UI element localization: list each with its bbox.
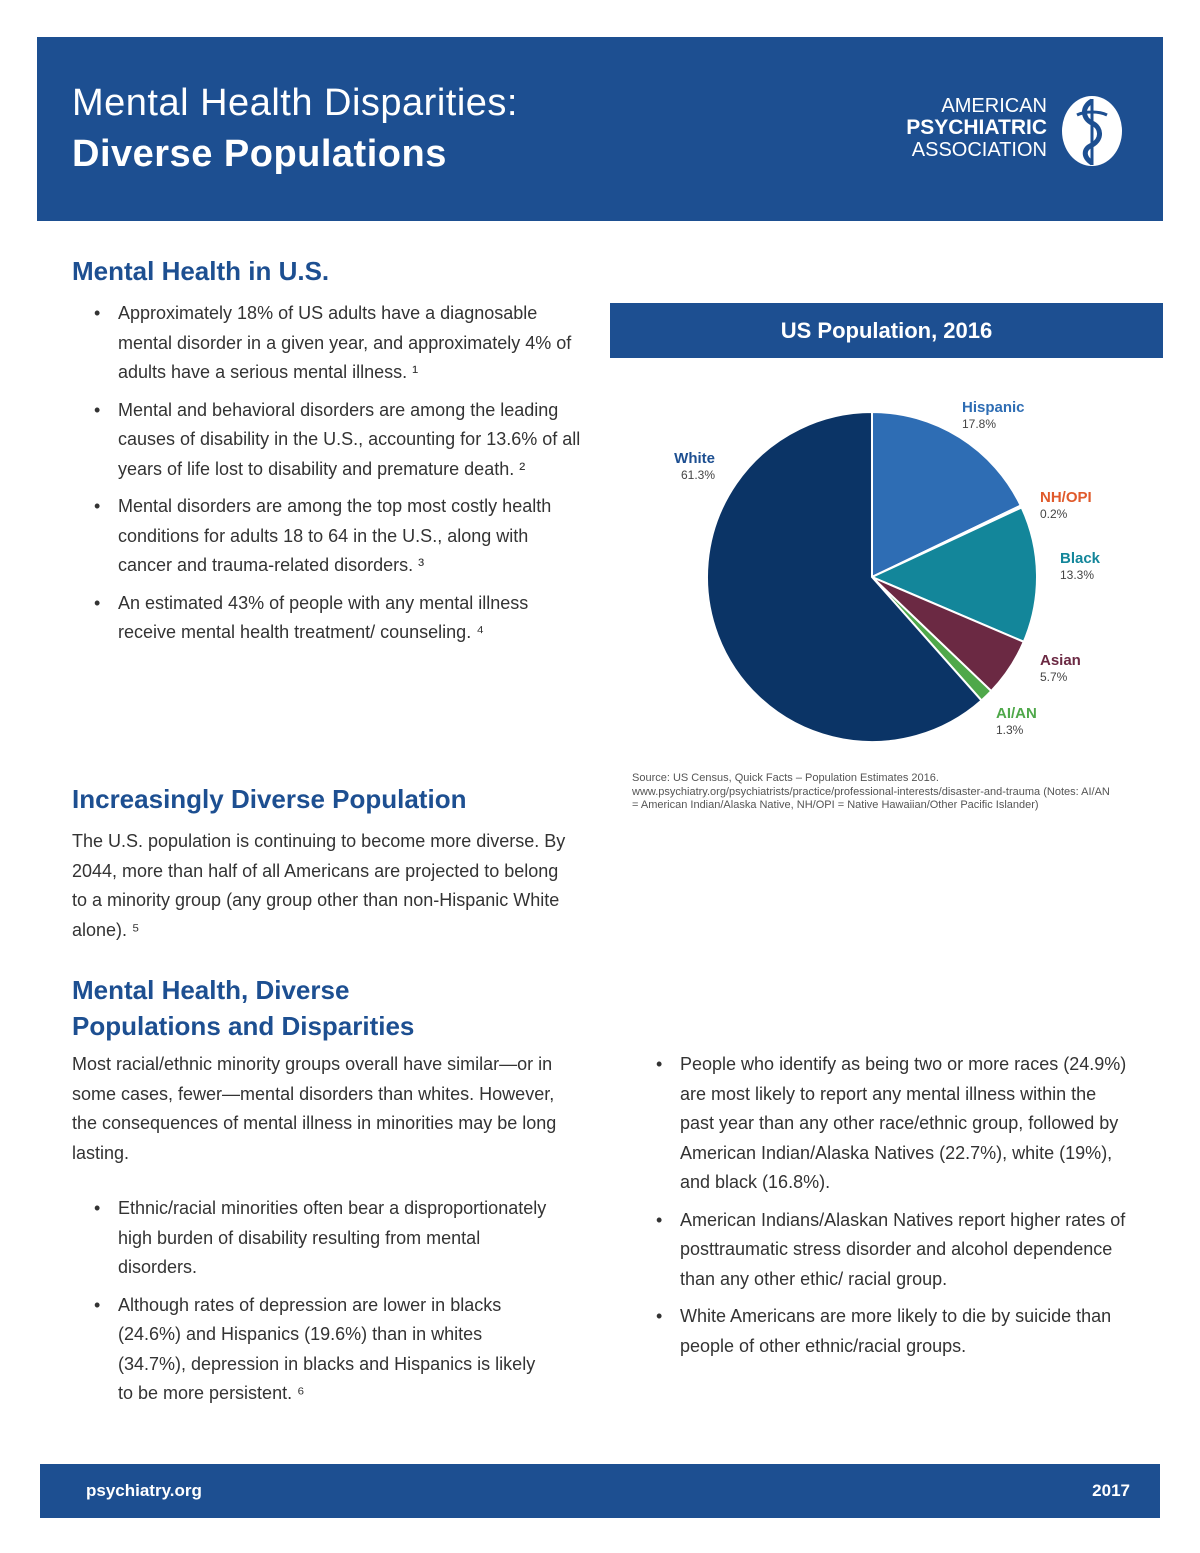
- apa-logo-line1: AMERICAN: [941, 95, 1047, 117]
- section3-left-bullet-list: [72, 1194, 552, 1417]
- footer-year: 2017: [1092, 1481, 1130, 1500]
- list-item: • Mental and behavioral disorders are among the leading causes of disability in the U.S., accounting for 13.6% of all years of life lost to disability and premature death. ²: [72, 396, 582, 485]
- header-banner: [37, 37, 1163, 221]
- apa-emblem-icon: [1057, 93, 1127, 169]
- list-item: • American Indians/Alaskan Natives report higher rates of posttraumatic stress disorder and alcohol dependence than any other ethic/ racial group.: [634, 1206, 1134, 1295]
- section-heading-mental-health-us: Mental Health in U.S.: [72, 256, 330, 286]
- pie-label-hispanic: Hispanic: [962, 399, 1025, 416]
- footer-banner: [40, 1464, 1160, 1518]
- section-heading-disparities-line1: Mental Health, Diverse: [72, 975, 350, 1005]
- section3-paragraph: Most racial/ethnic minority groups overall have similar—or in some cases, fewer—mental disorders than whites. However, the consequences of mental illness in minorities may be long lasting.: [72, 1054, 557, 1163]
- apa-logo-line2: PSYCHIATRIC: [906, 116, 1047, 139]
- page-title-line2: Diverse Populations: [72, 133, 447, 175]
- list-item: • Mental disorders are among the top most costly health conditions for adults 18 to 64 in the U.S., along with cancer and trauma-related disorders. ³: [72, 492, 582, 581]
- pie-value-asian: 5.7%: [1040, 670, 1068, 684]
- pie-value-hispanic: 17.8%: [962, 417, 997, 431]
- pie-value-white: 61.3%: [680, 468, 715, 482]
- section3-right-bullet-list: [634, 1050, 1134, 1369]
- apa-logo-text: [906, 95, 1047, 161]
- pie-value-black: 13.3%: [1060, 568, 1095, 582]
- chart-title: US Population, 2016: [610, 303, 1163, 358]
- section1-bullet-list: [72, 299, 582, 656]
- chart-source-note: Source: US Census, Quick Facts – Population Estimates 2016. www.psychiatry.org/psychiatrists/practice/professional-interests/disaster-and-trauma (Notes: AI/AN = American Indian/Alaska Native, NH/OPI = Native Hawaiian/Other Pacific Islander): [632, 772, 1110, 811]
- apa-logo-line3: ASSOCIATION: [911, 139, 1047, 161]
- pie-label-aian: AI/AN: [996, 705, 1037, 722]
- section-heading-disparities-line2: Populations and Disparities: [72, 1011, 415, 1041]
- section-heading-diverse-population: Increasingly Diverse Population: [72, 784, 467, 814]
- page-title-line1: Mental Health Disparities:: [72, 82, 518, 124]
- pie-value-aian: 1.3%: [996, 723, 1024, 737]
- pie-label-black: Black: [1060, 550, 1101, 567]
- list-item: • Ethnic/racial minorities often bear a disproportionately high burden of disability resulting from mental disorders.: [72, 1194, 552, 1283]
- pie-label-white: White: [674, 450, 715, 467]
- list-item: • People who identify as being two or more races (24.9%) are most likely to report any mental illness within the past year than any other race/ethnic group, followed by American Indian/Alaska Natives (22.7%), white (19%), and black (16.8%).: [634, 1050, 1134, 1198]
- pie-label-nhopi: NH/OPI: [1040, 489, 1092, 506]
- section2-paragraph: The U.S. population is continuing to become more diverse. By 2044, more than half of all Americans are projected to belong to a minority group (any group other than non-Hispanic White alone). ⁵: [72, 831, 566, 940]
- pie-chart: [610, 380, 1163, 760]
- list-item: • Although rates of depression are lower in blacks (24.6%) and Hispanics (19.6%) than in whites (34.7%), depression in blacks and Hispanics is likely to be more persistent. ⁶: [72, 1291, 552, 1409]
- apa-logo: [887, 93, 1127, 169]
- list-item: • White Americans are more likely to die by suicide than people of other ethnic/racial groups.: [634, 1302, 1134, 1361]
- list-item: • An estimated 43% of people with any mental illness receive mental health treatment/ counseling. ⁴: [72, 589, 582, 648]
- footer-website: psychiatry.org: [86, 1481, 202, 1500]
- pie-label-asian: Asian: [1040, 652, 1081, 669]
- pie-value-nhopi: 0.2%: [1040, 507, 1068, 521]
- section-heading-disparities: [72, 972, 414, 1044]
- list-item: • Approximately 18% of US adults have a diagnosable mental disorder in a given year, and approximately 4% of adults have a serious mental illness. ¹: [72, 299, 582, 388]
